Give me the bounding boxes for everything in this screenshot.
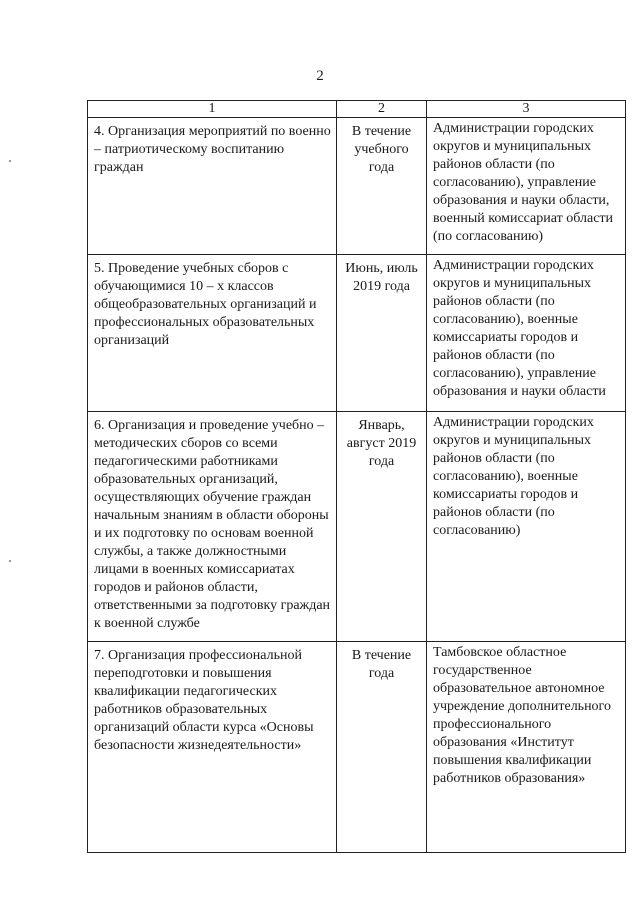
events-table (87, 100, 626, 853)
responsible-cell: Администрации городских округов и муниципальных районов области (по согласованию), управление образования и науки области, военный комиссариат области (по согласованию) (427, 118, 626, 255)
table-row (88, 255, 626, 412)
term-cell: Июнь, июль 2019 года (337, 255, 427, 412)
column-header-1: 1 (88, 101, 337, 118)
event-cell: 5. Проведение учебных сборов с обучающимися 10 – х классов общеобразовательных организаций и профессиональных образовательных организаций (88, 255, 337, 412)
scan-mark (9, 560, 11, 562)
responsible-cell: Администрации городских округов и муниципальных районов области (по согласованию), военные комиссариаты городов и районов области (по согласованию), управление образования и науки области (427, 255, 626, 412)
table-row (88, 118, 626, 255)
responsible-cell: Тамбовское областное государственное образовательное автономное учреждение дополнительного профессионального образования «Институт повышения квалификации работников образования» (427, 642, 626, 853)
term-cell: В течение учебного года (337, 118, 427, 255)
scan-mark (9, 160, 11, 162)
term-cell: Январь, август 2019 года (337, 412, 427, 642)
table-header-row (88, 101, 626, 118)
event-cell: 4. Организация мероприятий по военно – патриотическому воспитанию граждан (88, 118, 337, 255)
table-row (88, 412, 626, 642)
responsible-cell: Администрации городских округов и муниципальных районов области (по согласованию), военные комиссариаты городов и районов области (по согласованию) (427, 412, 626, 642)
column-header-2: 2 (337, 101, 427, 118)
page-number: 2 (316, 68, 324, 84)
event-cell: 7. Организация профессиональной переподготовки и повышения квалификации педагогических работников образовательных организаций области курса «Основы безопасности жизнедеятельности» (88, 642, 337, 853)
column-header-3: 3 (427, 101, 626, 118)
term-cell: В течение года (337, 642, 427, 853)
event-cell: 6. Организация и проведение учебно – методических сборов со всеми педагогическими работниками образовательных организаций, осуществляющих обучение граждан начальным знаниям в области обороны и их подготовку по основам военной службы, а также должностными лицами в военных комиссариатах городов и районов области, ответственными за подготовку граждан к военной службе (88, 412, 337, 642)
table-row (88, 642, 626, 853)
